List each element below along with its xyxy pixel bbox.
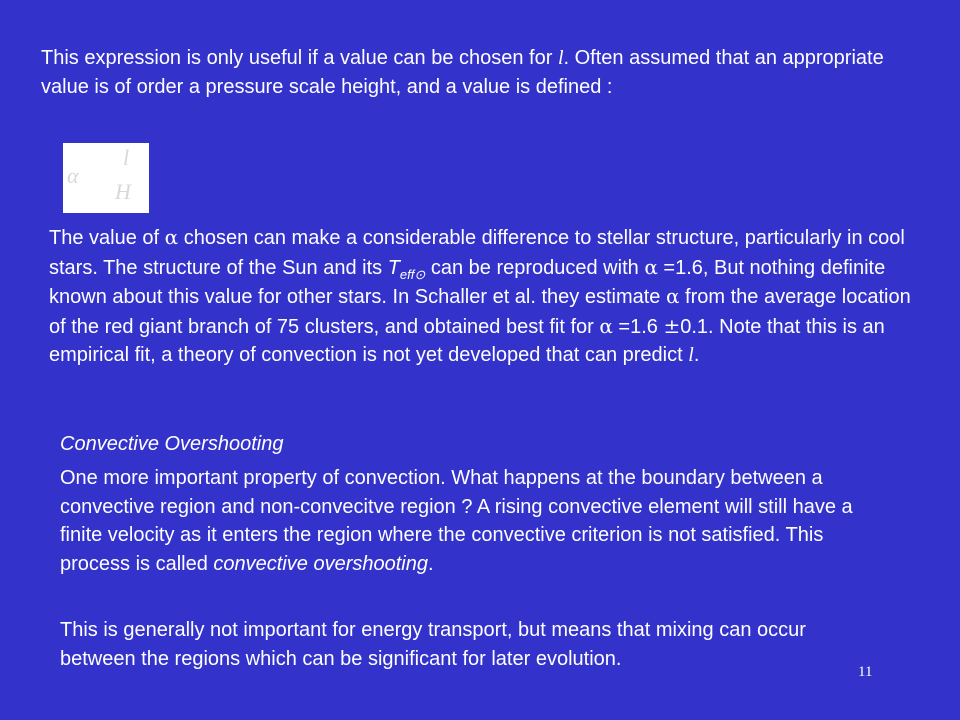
emphasis-term: convective overshooting <box>213 552 428 575</box>
alpha-symbol: α <box>164 225 179 249</box>
text-span: 0.1. Note that this is an empirical fit, a theory of convection is not yet developed that can predict <box>49 315 885 366</box>
text-span: chosen can make a considerable difference to stellar structure, particularly in cool stars. The structure of the Sun and its <box>49 227 905 279</box>
formula-numerator: l <box>123 145 130 170</box>
page-number: 11 <box>858 664 873 680</box>
text-span: =1.6, But nothing definite known about this value for other stars. In Schaller et al. they estimate <box>49 256 886 308</box>
formula-denominator: H <box>115 179 131 204</box>
symbol-l: l <box>557 47 564 69</box>
alpha-paragraph <box>49 223 919 370</box>
teff-subscript: eff⊙ <box>399 266 426 282</box>
text-span: from the average location of the red giant branch of 75 clusters, and obtained best fit for <box>49 286 911 338</box>
intro-paragraph <box>41 44 901 101</box>
text-span: can be reproduced with <box>425 256 645 279</box>
formula-image <box>63 143 149 213</box>
text-span: . <box>427 552 434 575</box>
text-span: The value of <box>49 227 165 249</box>
text-span: . Often assumed that an appropriate value is of order a pressure scale height, and a value is defined : <box>41 47 884 98</box>
overshooting-paragraph <box>60 464 880 578</box>
section-heading: Convective Overshooting <box>60 433 284 455</box>
teff-t: T <box>387 256 400 279</box>
teff-symbol <box>387 256 426 282</box>
alpha-symbol: α <box>665 284 680 308</box>
text-span: . <box>693 344 700 366</box>
alpha-symbol: α <box>599 313 613 338</box>
mixing-paragraph: This is generally not important for energy transport, but means that mixing can occur between the regions which can be significant for later evolution. <box>60 619 806 670</box>
text-span: This expression is only useful if a value can be chosen for <box>41 47 558 69</box>
plus-minus-symbol: ± <box>663 313 681 338</box>
symbol-l: l <box>688 344 694 366</box>
text-span: One more important property of convection. What happens at the boundary between a convective region and non-convecitve region ? A rising convective element will still have a finite velocity as it enters the region where the convective criterion is not satisfied. This process is called <box>60 467 853 575</box>
alpha-symbol: α <box>644 254 658 279</box>
text-span: =1.6 <box>612 315 664 338</box>
formula-alpha: α <box>67 163 79 188</box>
